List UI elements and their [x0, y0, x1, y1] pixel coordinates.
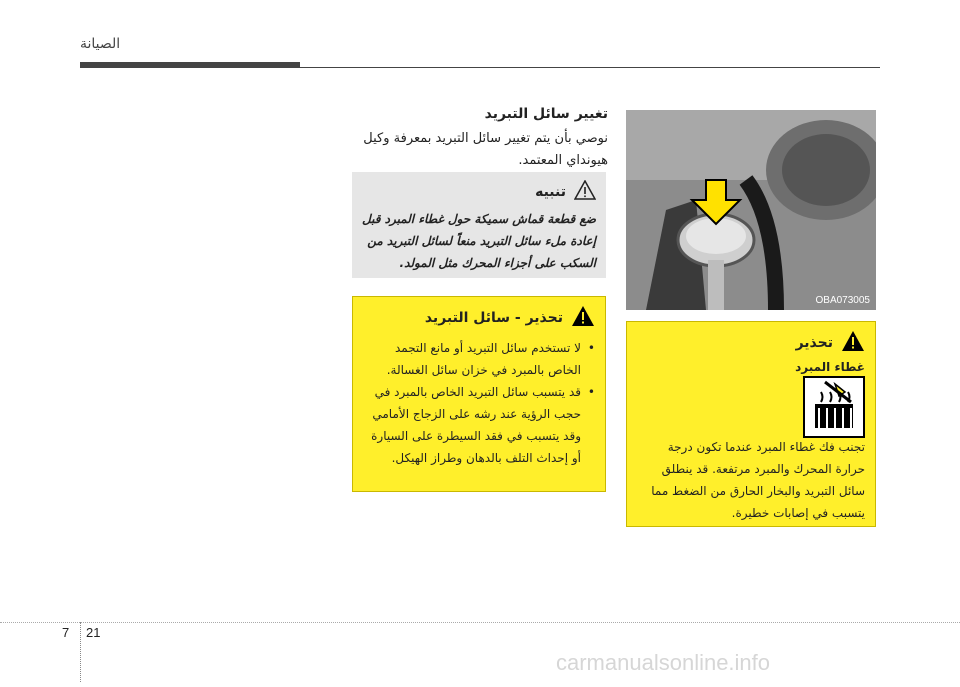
header-title: الصيانة	[80, 36, 121, 52]
notice-header	[362, 180, 596, 204]
warning-coolant-title: تحذير - سائل التبريد	[424, 310, 563, 326]
notice-text: ضع قطعة قماش سميكة حول غطاء المبرد قبل إعادة ملء سائل التبريد منعاً لسائل التبريد من السكب على أجزاء المحرك مثل المولد.	[362, 212, 596, 270]
footer-rule	[0, 622, 960, 624]
page-number: 21	[86, 625, 101, 640]
warning-cap-subtitle: غطاء المبرد	[795, 360, 865, 374]
watermark: carmanualsonline.info	[556, 650, 771, 675]
chapter-number: 7	[62, 625, 70, 640]
footer-divider	[80, 622, 82, 682]
notice-title: تنبيه	[535, 184, 566, 200]
hot-radiator-icon	[803, 376, 865, 438]
warning-triangle-icon	[571, 305, 595, 331]
notice-box	[352, 172, 606, 278]
caution-triangle-icon	[574, 180, 596, 204]
warning-cap-box	[626, 321, 876, 527]
list-item: • لا تستخدم سائل التبريد أو مانع التجمد الخاص بالمبرد في خزان سائل الغسالة.	[363, 337, 595, 381]
section-title: تغيير سائل التبريد	[484, 106, 608, 122]
radiator-photo-illustration	[626, 110, 876, 310]
warning-coolant-box	[352, 296, 606, 492]
warning-cap-header	[637, 330, 865, 356]
section-body: نوصي بأن يتم تغيير سائل التبريد بمعرفة وكيل هيونداي المعتمد.	[363, 131, 608, 168]
warning-cap-text: تجنب فك غطاء المبرد عندما تكون درجة حرارة المحرك والمبرد مرتفعة. قد ينطلق سائل التبريد والبخار الحارق من الضغط مما يتسبب في إصابات خطيرة.	[651, 440, 865, 520]
header-rule	[80, 67, 880, 68]
radiator-cap-photo	[626, 110, 876, 310]
warning-coolant-header	[363, 305, 595, 331]
warning-cap-title: تحذير	[795, 335, 833, 351]
warning-triangle-icon	[841, 330, 865, 356]
list-item: • قد يتسبب سائل التبريد الخاص بالمبرد في حجب الرؤية عند رشه على الزجاج الأمامي وقد يتسبب في فقد السيطرة على السيارة أو إحداث التلف بالدهان وطراز الهيكل.	[363, 381, 595, 469]
figure-code: OBA073005	[815, 295, 870, 306]
warning-coolant-list	[363, 337, 595, 469]
